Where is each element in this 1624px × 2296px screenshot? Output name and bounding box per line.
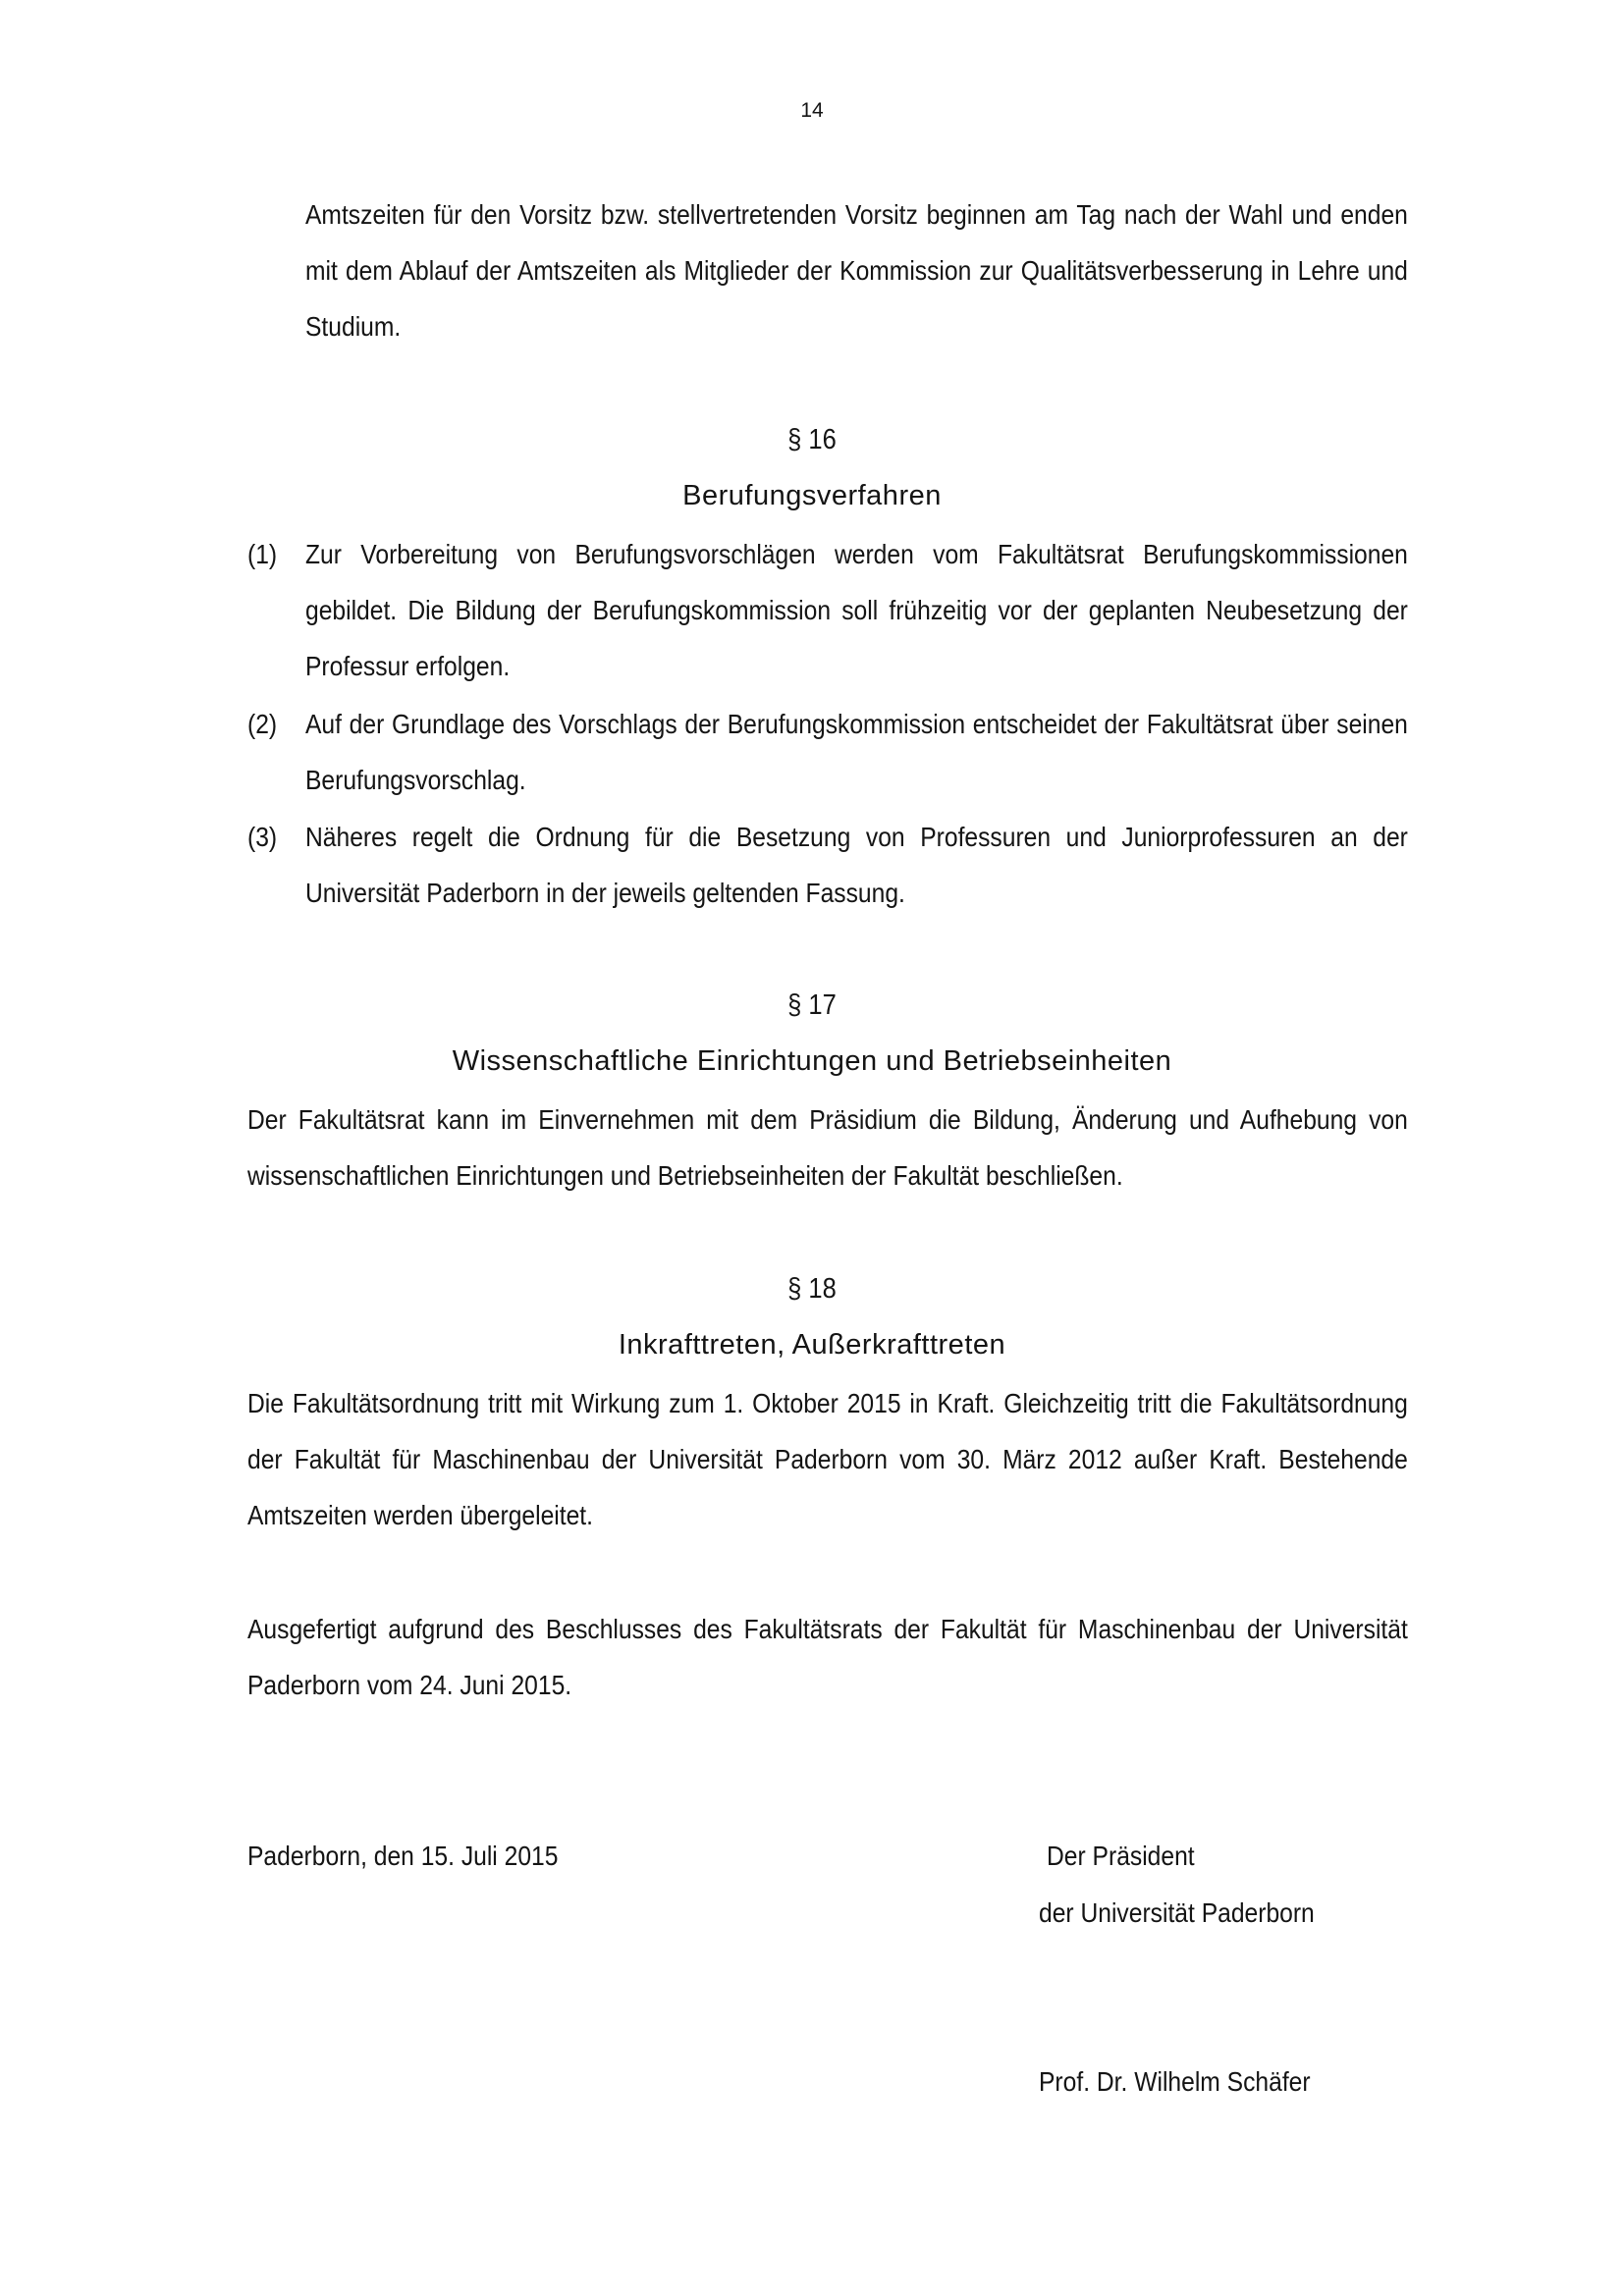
section-18-title: Inkrafttreten, Außerkrafttreten [618, 1329, 1006, 1361]
section-18-heading [0, 1269, 1624, 1364]
list-marker: (2) [247, 709, 278, 739]
section-18-number: § 18 [787, 1273, 837, 1305]
intro-paragraph: Amtszeiten für den Vorsitz bzw. stellvertretenden Vorsitz beginnen am Tag nach der Wahl und enden mit dem Ablauf der Amtszeiten als Mitglieder der Kommission zur Qualitätsverbesserung in Lehre und Studium. [305, 199, 1408, 342]
section-18-text: Die Fakultätsordnung tritt mit Wirkung zum 1. Oktober 2015 in Kraft. Gleichzeitig tritt die Fakultätsordnung der Fakultät für Maschinenbau der Universität Paderborn vom 30. März 2012 außer Kraft. Bestehende Amtszeiten werden übergeleitet. [247, 1388, 1408, 1530]
place-date: Paderborn, den 15. Juli 2015 [247, 1841, 559, 1871]
section-17-title: Wissenschaftliche Einrichtungen und Betriebseinheiten [452, 1045, 1172, 1077]
section-17-text: Der Fakultätsrat kann im Einvernehmen mit dem Präsidium die Bildung, Änderung und Aufhebung von wissenschaftlichen Einrichtungen und Betriebseinheiten der Fakultät beschließen. [247, 1104, 1408, 1191]
list-marker: (3) [247, 822, 278, 852]
issued-paragraph: Ausgefertigt aufgrund des Beschlusses des Fakultätsrats der Fakultät für Maschinenbau der Universität Paderborn vom 24. Juni 2015. [247, 1614, 1408, 1700]
signatory-name: Prof. Dr. Wilhelm Schäfer [1039, 2066, 1311, 2097]
section-16-number: § 16 [787, 424, 837, 455]
list-item-text: Auf der Grundlage des Vorschlags der Berufungskommission entscheidet der Fakultätsrat über seinen Berufungsvorschlag. [305, 709, 1408, 795]
page-number: 14 [800, 99, 824, 122]
section-17-heading [0, 986, 1624, 1081]
list-item-text: Zur Vorbereitung von Berufungsvorschlägen werden vom Fakultätsrat Berufungskommissionen gebildet. Die Bildung der Berufungskommission soll frühzeitig vor der geplanten Neubesetzung der Professur erfolgen. [305, 539, 1408, 681]
list-marker: (1) [247, 539, 278, 569]
signatory-role-line1: Der Präsident [1047, 1841, 1195, 1871]
list-item-text: Näheres regelt die Ordnung für die Besetzung von Professuren und Juniorprofessuren an der Universität Paderborn in der jeweils geltenden Fassung. [305, 822, 1408, 908]
section-16-title: Berufungsverfahren [682, 480, 942, 511]
section-16-heading [0, 420, 1624, 515]
signatory-role-line2: der Universität Paderborn [1039, 1897, 1315, 1928]
section-17-number: § 17 [787, 989, 837, 1021]
